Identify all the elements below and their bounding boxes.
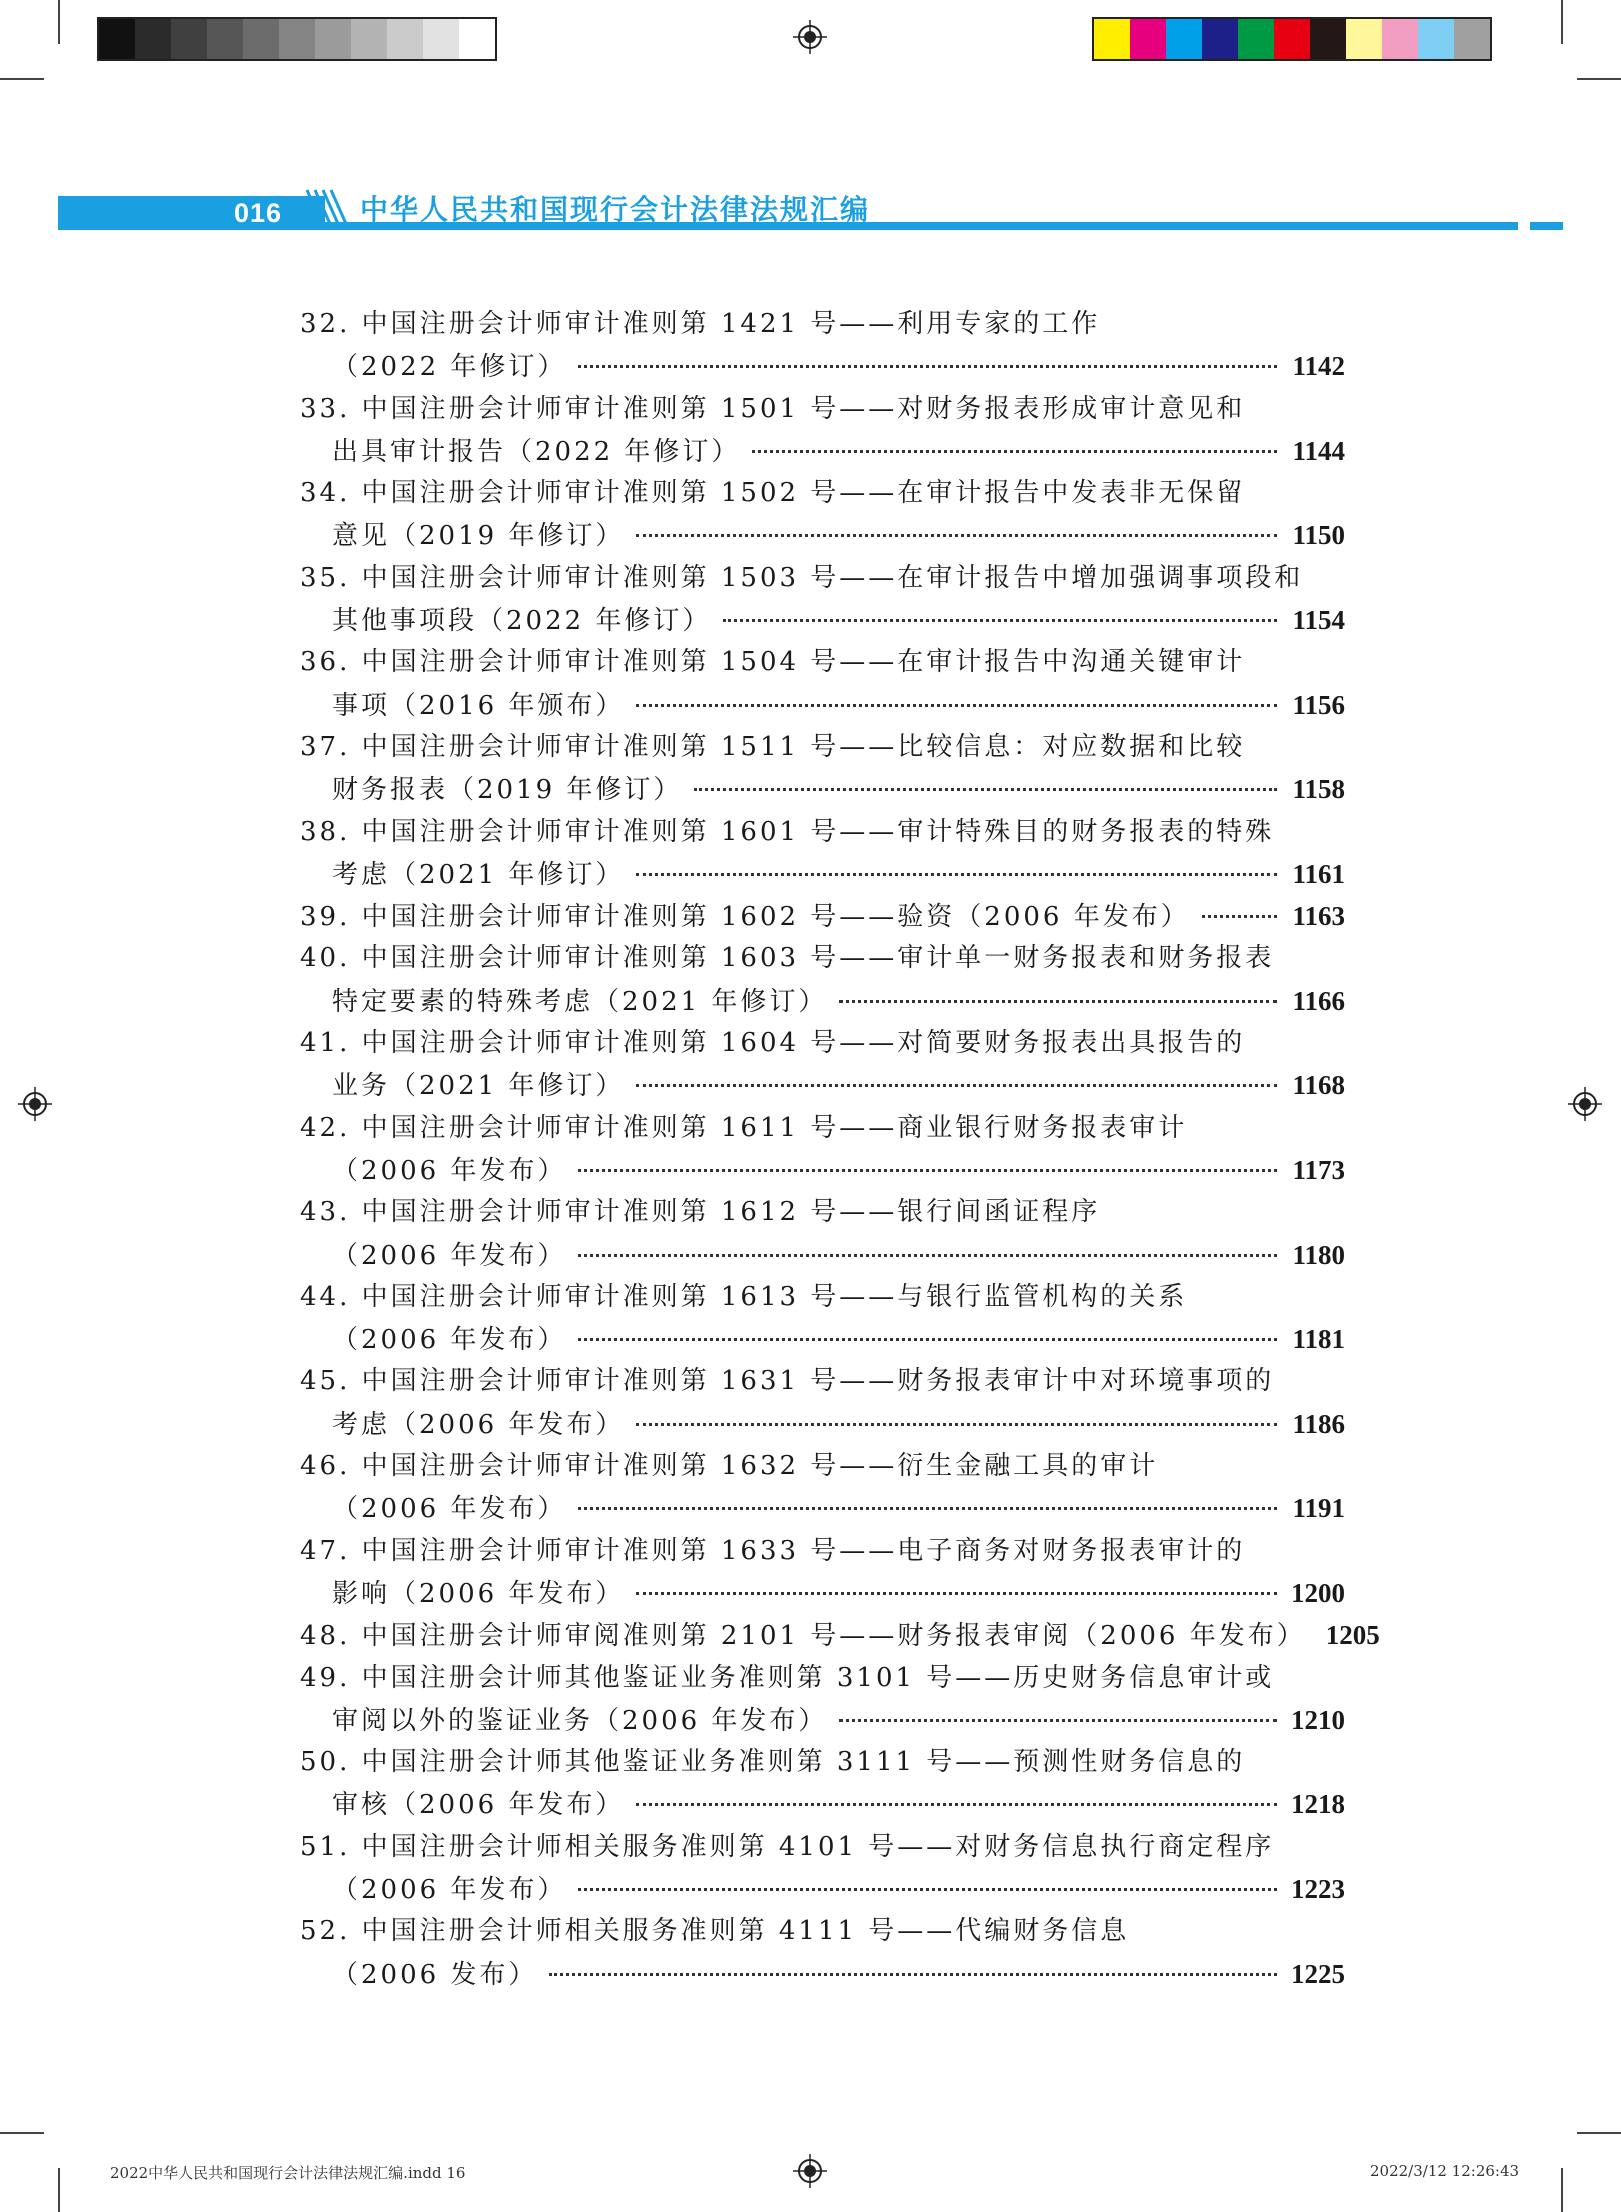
toc-entry-line <box>300 1234 1345 1276</box>
toc-entry-line <box>300 514 1345 556</box>
toc-page-number: 1166 <box>1292 985 1345 1016</box>
toc-page-number: 1173 <box>1292 1154 1345 1185</box>
toc-entry-line <box>300 1572 1345 1614</box>
dot-leader <box>723 619 1277 622</box>
color-swatch <box>1166 19 1202 59</box>
toc-page-number: 1163 <box>1292 901 1345 932</box>
crop-mark <box>0 78 44 80</box>
toc-entry-line <box>300 811 1345 853</box>
toc-entry[interactable] <box>300 1191 1345 1276</box>
toc-entry-text: （2006 年发布） <box>332 1240 567 1271</box>
toc-entry-text: 46. 中国注册会计师审计准则第 1632 号——衍生金融工具的审计 <box>300 1451 1159 1482</box>
toc-entry[interactable] <box>300 726 1345 811</box>
toc-page-number: 1210 <box>1291 1704 1345 1735</box>
toc-entry[interactable] <box>300 388 1345 473</box>
toc-entry-line <box>300 1910 1345 1952</box>
crop-mark <box>58 0 60 44</box>
toc-entry[interactable] <box>300 1826 1345 1911</box>
page-number: 016 <box>234 198 283 228</box>
color-swatch <box>1130 19 1166 59</box>
toc-entry-line <box>300 1826 1345 1868</box>
dot-leader <box>636 873 1277 876</box>
toc-entry[interactable] <box>300 641 1345 726</box>
toc-entry-text: 34. 中国注册会计师审计准则第 1502 号——在审计报告中发表非无保留 <box>300 478 1246 509</box>
toc-entry-line <box>300 1107 1345 1149</box>
toc-entry[interactable] <box>300 557 1345 642</box>
toc-entry-text: 40. 中国注册会计师审计准则第 1603 号——审计单一财务报表和财务报表 <box>300 943 1275 974</box>
running-header-title: 中华人民共和国现行会计法律法规汇编 <box>360 193 871 226</box>
dot-leader <box>578 365 1277 368</box>
gray-swatch <box>279 19 315 59</box>
toc-page-number: 1191 <box>1292 1493 1345 1524</box>
toc-entry-text: 44. 中国注册会计师审计准则第 1613 号——与银行监管机构的关系 <box>300 1281 1188 1312</box>
toc-entry[interactable] <box>300 895 1345 937</box>
toc-entry-line <box>300 1276 1345 1318</box>
toc-entry-line <box>300 895 1345 937</box>
toc-entry-line <box>300 1318 1345 1360</box>
toc-entry-text: 出具审计报告（2022 年修订） <box>332 436 741 467</box>
toc-page-number: 1200 <box>1291 1577 1345 1608</box>
toc-page-number: 1223 <box>1291 1873 1345 1904</box>
toc-entry-text: 41. 中国注册会计师审计准则第 1604 号——对简要财务报表出具报告的 <box>300 1028 1246 1059</box>
header-underline-end <box>1530 222 1563 230</box>
toc-entry-line <box>300 388 1345 430</box>
toc-entry-line <box>300 1614 1380 1656</box>
toc-entry-line <box>300 557 1345 599</box>
toc-entry-text: 审核（2006 年发布） <box>332 1790 625 1821</box>
gray-swatch <box>387 19 423 59</box>
toc-entry-text: 47. 中国注册会计师审计准则第 1633 号——电子商务对财务报表审计的 <box>300 1535 1246 1566</box>
toc-entry[interactable] <box>300 1614 1380 1656</box>
color-swatch <box>1382 19 1418 59</box>
toc-page-number: 1144 <box>1292 435 1345 466</box>
toc-entry-line <box>300 1022 1345 1064</box>
toc-page-number: 1150 <box>1292 520 1345 551</box>
toc-entry-line <box>300 1657 1345 1699</box>
dot-leader <box>549 1973 1277 1976</box>
table-of-contents <box>300 303 1380 1995</box>
gray-swatch <box>135 19 171 59</box>
toc-entry[interactable] <box>300 303 1345 388</box>
toc-entry-text: 38. 中国注册会计师审计准则第 1601 号——审计特殊目的财务报表的特殊 <box>300 816 1275 847</box>
color-swatch <box>1454 19 1490 59</box>
toc-entry[interactable] <box>300 1657 1345 1742</box>
toc-entry[interactable] <box>300 1741 1345 1826</box>
toc-entry-text: 51. 中国注册会计师相关服务准则第 4101 号——对财务信息执行商定程序 <box>300 1831 1275 1862</box>
crop-mark <box>58 2168 60 2212</box>
toc-entry-text: 审阅以外的鉴证业务（2006 年发布） <box>332 1705 828 1736</box>
gray-swatch <box>459 19 495 59</box>
gray-swatch <box>99 19 135 59</box>
registration-mark-icon <box>18 1087 52 1121</box>
toc-entry-text: （2022 年修订） <box>332 352 567 383</box>
slashes-icon <box>305 188 357 228</box>
toc-page-number: 1158 <box>1292 774 1345 805</box>
toc-entry-line <box>300 1064 1345 1106</box>
toc-entry-text: 35. 中国注册会计师审计准则第 1503 号——在审计报告中增加强调事项段和 <box>300 562 1304 593</box>
toc-entry-line <box>300 1741 1345 1783</box>
toc-entry-line <box>300 1149 1345 1191</box>
toc-entry-line <box>300 1699 1345 1741</box>
dot-leader <box>636 704 1277 707</box>
color-swatch <box>1274 19 1310 59</box>
dot-leader <box>578 1888 1277 1891</box>
crop-mark <box>1561 2168 1563 2212</box>
toc-entry-text: 特定要素的特殊考虑（2021 年修订） <box>332 986 828 1017</box>
dot-leader <box>578 1338 1277 1341</box>
registration-mark-icon <box>793 20 827 54</box>
toc-entry[interactable] <box>300 1022 1345 1107</box>
toc-entry[interactable] <box>300 937 1345 1022</box>
toc-entry[interactable] <box>300 1360 1345 1445</box>
toc-entry-text: 业务（2021 年修订） <box>332 1071 625 1102</box>
gray-swatch <box>207 19 243 59</box>
toc-entry-text: 考虑（2021 年修订） <box>332 859 625 890</box>
dot-leader <box>636 1423 1277 1426</box>
color-swatch <box>1202 19 1238 59</box>
dot-leader <box>1202 915 1277 918</box>
dot-leader <box>578 1254 1277 1257</box>
dot-leader <box>694 788 1277 791</box>
color-swatch <box>1418 19 1454 59</box>
crop-mark <box>1577 78 1621 80</box>
toc-entry-line <box>300 980 1345 1022</box>
toc-page-number: 1142 <box>1292 351 1345 382</box>
toc-entry-text: 33. 中国注册会计师审计准则第 1501 号——对财务报表形成审计意见和 <box>300 393 1246 424</box>
toc-entry-line <box>300 768 1345 810</box>
toc-entry-text: 影响（2006 年发布） <box>332 1578 625 1609</box>
toc-entry-line <box>300 641 1345 683</box>
toc-page-number: 1205 <box>1325 1620 1380 1651</box>
color-swatch <box>1238 19 1274 59</box>
toc-entry-line <box>300 1868 1345 1910</box>
crop-mark <box>1561 0 1563 44</box>
toc-entry-text: 43. 中国注册会计师审计准则第 1612 号——银行间函证程序 <box>300 1197 1101 1228</box>
dot-leader <box>578 1507 1277 1510</box>
toc-entry-line <box>300 684 1345 726</box>
toc-entry-text: 考虑（2006 年发布） <box>332 1409 625 1440</box>
toc-entry[interactable] <box>300 472 1345 557</box>
toc-entry[interactable] <box>300 1530 1345 1615</box>
toc-entry-line <box>300 1487 1345 1529</box>
dot-leader <box>839 1000 1277 1003</box>
registration-mark-icon <box>793 2154 827 2188</box>
toc-entry-text: （2006 年发布） <box>332 1325 567 1356</box>
toc-entry-text: 事项（2016 年颁布） <box>332 690 625 721</box>
toc-entry-text: 37. 中国注册会计师审计准则第 1511 号——比较信息：对应数据和比较 <box>300 731 1246 762</box>
footer-timestamp: 2022/3/12 12:26:43 <box>1370 2162 1520 2180</box>
toc-entry-line <box>300 726 1345 768</box>
toc-entry[interactable] <box>300 1445 1345 1530</box>
toc-entry-text: （2006 年发布） <box>332 1155 567 1186</box>
footer-file-name: 2022中华人民共和国现行会计法律法规汇编.indd 16 <box>110 2164 466 2182</box>
toc-entry[interactable] <box>300 811 1345 896</box>
toc-entry-line <box>300 303 1345 345</box>
toc-entry-text: 财务报表（2019 年修订） <box>332 775 683 806</box>
toc-page-number: 1168 <box>1292 1070 1345 1101</box>
gray-swatch <box>423 19 459 59</box>
toc-entry[interactable] <box>300 1910 1345 1995</box>
toc-page-number: 1186 <box>1292 1408 1345 1439</box>
color-calibration-bar <box>1092 17 1492 61</box>
toc-entry-text: （2006 年发布） <box>332 1874 567 1905</box>
color-swatch <box>1094 19 1130 59</box>
toc-page-number: 1218 <box>1291 1789 1345 1820</box>
toc-entry-line <box>300 1530 1345 1572</box>
dot-leader <box>636 534 1277 537</box>
toc-entry-text: 52. 中国注册会计师相关服务准则第 4111 号——代编财务信息 <box>300 1916 1130 1947</box>
gray-swatch <box>243 19 279 59</box>
toc-entry[interactable] <box>300 1276 1345 1361</box>
toc-entry-line <box>300 1953 1345 1995</box>
color-swatch <box>1310 19 1346 59</box>
toc-page-number: 1156 <box>1292 689 1345 720</box>
dot-leader <box>752 450 1277 453</box>
grayscale-calibration-bar <box>97 17 497 61</box>
toc-entry-text: 42. 中国注册会计师审计准则第 1611 号——商业银行财务报表审计 <box>300 1112 1188 1143</box>
toc-entry-text: 意见（2019 年修订） <box>332 521 625 552</box>
toc-page-number: 1161 <box>1292 858 1345 889</box>
toc-entry-text: 32. 中国注册会计师审计准则第 1421 号——利用专家的工作 <box>300 309 1101 339</box>
gray-swatch <box>351 19 387 59</box>
toc-entry-line <box>300 599 1345 641</box>
toc-entry-text: 50. 中国注册会计师其他鉴证业务准则第 3111 号——预测性财务信息的 <box>300 1747 1246 1778</box>
toc-page-number: 1181 <box>1292 1324 1345 1355</box>
crop-mark <box>0 2132 44 2134</box>
color-swatch <box>1346 19 1382 59</box>
toc-entry-text: （2006 年发布） <box>332 1494 567 1525</box>
toc-entry-line <box>300 1403 1345 1445</box>
dot-leader <box>578 1169 1277 1172</box>
dot-leader <box>636 1803 1277 1806</box>
gray-swatch <box>315 19 351 59</box>
toc-entry-text: 45. 中国注册会计师审计准则第 1631 号——财务报表审计中对环境事项的 <box>300 1366 1275 1397</box>
gray-swatch <box>171 19 207 59</box>
toc-entry-line <box>300 430 1345 472</box>
toc-entry[interactable] <box>300 1107 1345 1192</box>
registration-mark-icon <box>1568 1087 1602 1121</box>
toc-entry-line <box>300 345 1345 387</box>
toc-entry-line <box>300 472 1345 514</box>
toc-entry-line <box>300 1445 1345 1487</box>
toc-entry-line <box>300 1783 1345 1825</box>
toc-entry-text: 其他事项段（2022 年修订） <box>332 606 712 637</box>
toc-entry-text: 36. 中国注册会计师审计准则第 1504 号——在审计报告中沟通关键审计 <box>300 647 1246 678</box>
crop-mark <box>1577 2132 1621 2134</box>
toc-entry-text: 48. 中国注册会计师审阅准则第 2101 号——财务报表审阅（2006 年发布） <box>300 1621 1306 1652</box>
toc-entry-text: 49. 中国注册会计师其他鉴证业务准则第 3101 号——历史财务信息审计或 <box>300 1662 1275 1693</box>
toc-entry-text: 39. 中国注册会计师审计准则第 1602 号——验资（2006 年发布） <box>300 902 1190 933</box>
dot-leader <box>636 1084 1277 1087</box>
toc-page-number: 1180 <box>1292 1239 1345 1270</box>
toc-page-number: 1225 <box>1291 1958 1345 1989</box>
toc-entry-text: （2006 发布） <box>332 1959 538 1990</box>
toc-entry-line <box>300 853 1345 895</box>
toc-entry-line <box>300 937 1345 979</box>
toc-page-number: 1154 <box>1292 605 1345 636</box>
toc-entry-line <box>300 1191 1345 1233</box>
dot-leader <box>839 1719 1277 1722</box>
toc-entry-line <box>300 1360 1345 1402</box>
dot-leader <box>636 1592 1277 1595</box>
